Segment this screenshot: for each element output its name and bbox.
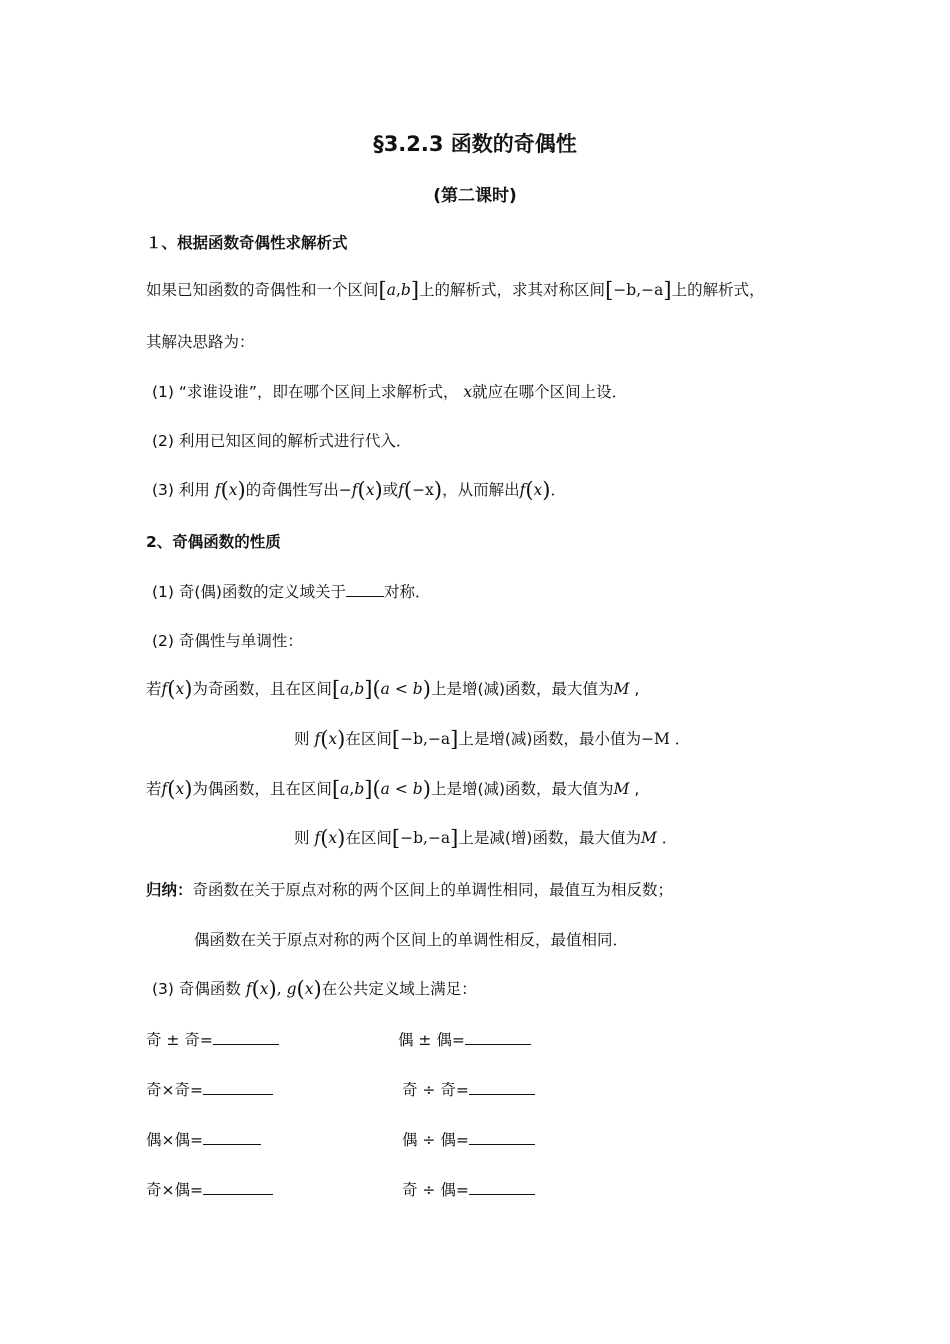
section2-p1: (1) 奇(偶)函数的定义域关于 对称． (152, 583, 431, 601)
summary-line2: 偶函数在关于原点对称的两个区间上的单调性相反，最值相同． (194, 931, 629, 949)
op-even-times-even: 偶×偶= (146, 1128, 261, 1150)
section2-p3: (3) 奇偶函数 f(x), g(x)在公共定义域上满足： (152, 977, 477, 1001)
op-even-div-even: 偶 ÷ 偶= (402, 1128, 535, 1150)
page-subtitle: (第二课时) (433, 186, 517, 206)
summary: 归纳：奇函数在关于原点对称的两个区间上的单调性相同，最值互为相反数； (146, 881, 674, 899)
odd-monotonic-statement: 若f(x)为奇函数，且在区间[a,b](a < b)上是增(减)函数，最大值为M , (146, 677, 640, 701)
section1-step2: (2) 利用已知区间的解析式进行代入． (152, 432, 412, 450)
op-odd-div-even: 奇 ÷ 偶= (402, 1178, 535, 1200)
section1-heading: １、根据函数奇偶性求解析式 (146, 234, 348, 252)
op-even-plusminus-even: 偶 ± 偶= (398, 1028, 531, 1050)
section1-step1: (1) “求谁设谁”，即在哪个区间上求解析式， x就应在哪个区间上设． (152, 383, 628, 401)
fill-blank (346, 584, 384, 597)
section2-p2: (2) 奇偶性与单调性： (152, 632, 303, 650)
section1-step3: (3) 利用 f(x)的奇偶性写出−f(x)或f(−x)，从而解出f(x)． (152, 478, 566, 502)
op-odd-plusminus-odd: 奇 ± 奇= (146, 1028, 279, 1050)
section2-heading: 2、奇偶函数的性质 (146, 533, 281, 551)
op-odd-times-odd: 奇×奇= (146, 1078, 273, 1100)
even-monotonic-conclusion: 则 f(x)在区间[−b,−a]上是减(增)函数，最大值为M ． (294, 826, 678, 850)
section1-intro-line2: 其解决思路为： (146, 333, 255, 351)
even-monotonic-statement: 若f(x)为偶函数，且在区间[a,b](a < b)上是增(减)函数，最大值为M , (146, 777, 640, 801)
page-title: §3.2.3 函数的奇偶性 (373, 132, 577, 156)
section1-intro: 如果已知函数的奇偶性和一个区间[a,b]上的解析式，求其对称区间[−b,−a]上的解析式， (146, 278, 765, 302)
op-odd-div-odd: 奇 ÷ 奇= (402, 1078, 535, 1100)
summary-label: 归纳： (146, 881, 193, 899)
op-odd-times-even: 奇×偶= (146, 1178, 273, 1200)
odd-monotonic-conclusion: 则 f(x)在区间[−b,−a]上是增(减)函数，最小值为−M ． (294, 727, 691, 751)
